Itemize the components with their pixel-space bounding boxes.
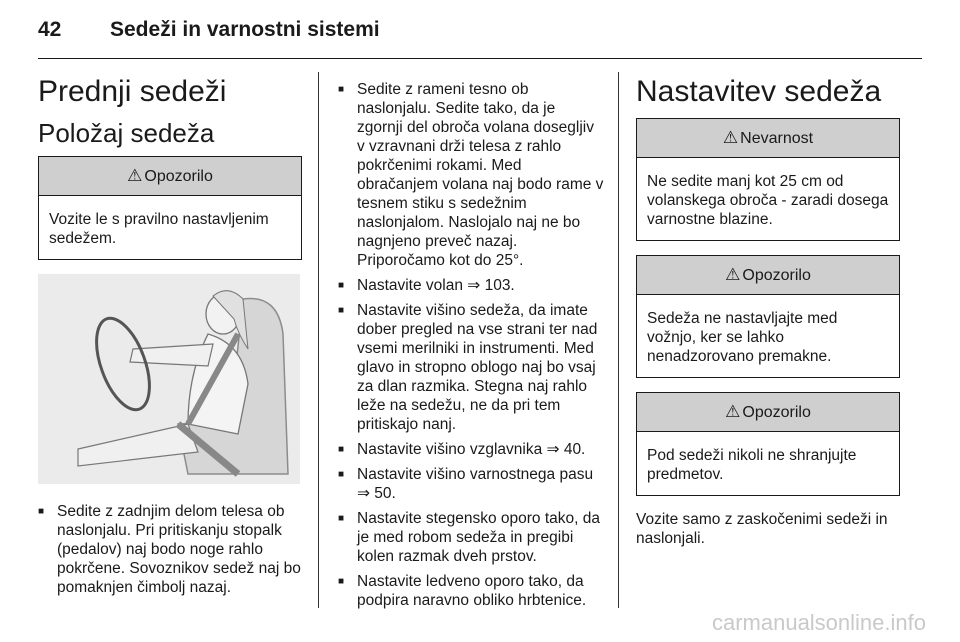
page-title: Prednji sedeži bbox=[38, 75, 227, 108]
warning-box bbox=[636, 392, 900, 496]
list-item: ■ Nastavite višino vzglavnika ⇒ 40. bbox=[338, 440, 604, 459]
warning-label: Opozorilo bbox=[742, 404, 811, 421]
warning-label: Opozorilo bbox=[144, 168, 213, 185]
warning-box-header bbox=[39, 157, 301, 196]
warning-box-header bbox=[637, 393, 899, 432]
warning-box-header bbox=[637, 256, 899, 295]
column-right bbox=[636, 72, 900, 548]
seat-position-illustration bbox=[38, 274, 300, 484]
warning-text: Vozite le s pravilno nastavljenim sedežem. bbox=[49, 211, 269, 247]
list-item: ■ Nastavite volan ⇒ 103. bbox=[338, 276, 604, 295]
list-item: ■ Sedite z rameni tesno ob naslonjalu. Sedite tako, da je zgornji del obroča volana dosegljiv v vzravnani drži telesa z rahlo pokrčenimi rokami. Med obračanjem volana naj bodo rame v tesnem stiku s sedežnim naslonjalom. Naslojalo naj ne bo nagnjeno preveč nazaj. Priporočamo kot do 25°. bbox=[338, 80, 604, 270]
column-divider bbox=[318, 72, 319, 608]
warning-triangle-icon: ⚠ bbox=[722, 128, 739, 147]
list-item: ■ Nastavite ledveno oporo tako, da podpira naravno obliko hrbtenice. bbox=[338, 572, 604, 610]
note-text: Vozite samo z zaskočenimi sedeži in naslonjali. bbox=[636, 511, 888, 547]
warning-box bbox=[38, 156, 302, 260]
watermark: carmanualsonline.info bbox=[711, 610, 926, 635]
danger-text: Ne sedite manj kot 25 cm od volanskega obroča - zaradi dosega varnostne blazine. bbox=[647, 173, 889, 228]
list-item: ■ Nastavite višino varnostnega pasu ⇒ 50. bbox=[338, 465, 604, 503]
list-item: ■ Nastavite višino sedeža, da imate dober pregled na vse strani ter nad vsemi merilniki in instrumenti. Med glavo in stropno oblogo naj bo vsaj za dlan razmika. Stegna naj rahlo leže na sedežu, ne da pri tem pritiskajo nanj. bbox=[338, 301, 604, 434]
section-subtitle: Položaj sedeža bbox=[38, 118, 215, 148]
warning-triangle-icon: ⚠ bbox=[725, 265, 741, 284]
page-number: 42 bbox=[38, 18, 62, 41]
list-item: ■ Nastavite stegensko oporo tako, da je med robom sedeža in pregibi kolen razmak dveh prstov. bbox=[338, 509, 604, 566]
warning-box bbox=[636, 255, 900, 378]
danger-label: Nevarnost bbox=[740, 130, 814, 147]
danger-box bbox=[636, 118, 900, 241]
list-item: ■ Sedite z zadnjim delom telesa ob naslonjalu. Pri pritiskanju stopalk (pedalov) naj bodo noge rahlo pokrčene. Sovoznikov sedež naj bo pomaknjen čimbolj nazaj. bbox=[38, 502, 302, 597]
warning-triangle-icon: ⚠ bbox=[127, 166, 143, 185]
warning-text: Pod sedeži nikoli ne shranjujte predmetov. bbox=[647, 447, 857, 483]
section-title-adjustment: Nastavitev sedeža bbox=[636, 75, 882, 108]
column-left bbox=[38, 72, 302, 603]
warning-text: Sedeža ne nastavljajte med vožnjo, ker se lahko nenadzorovano premakne. bbox=[647, 310, 838, 365]
column-divider bbox=[618, 72, 619, 608]
header-rule bbox=[38, 58, 922, 59]
danger-box-header bbox=[637, 119, 899, 158]
warning-triangle-icon: ⚠ bbox=[725, 402, 741, 421]
bullet-list bbox=[38, 502, 302, 597]
page-header bbox=[38, 18, 380, 42]
column-middle bbox=[338, 80, 604, 616]
bullet-list bbox=[338, 80, 604, 610]
warning-label: Opozorilo bbox=[742, 267, 811, 284]
section-title: Sedeži in varnostni sistemi bbox=[110, 18, 380, 41]
